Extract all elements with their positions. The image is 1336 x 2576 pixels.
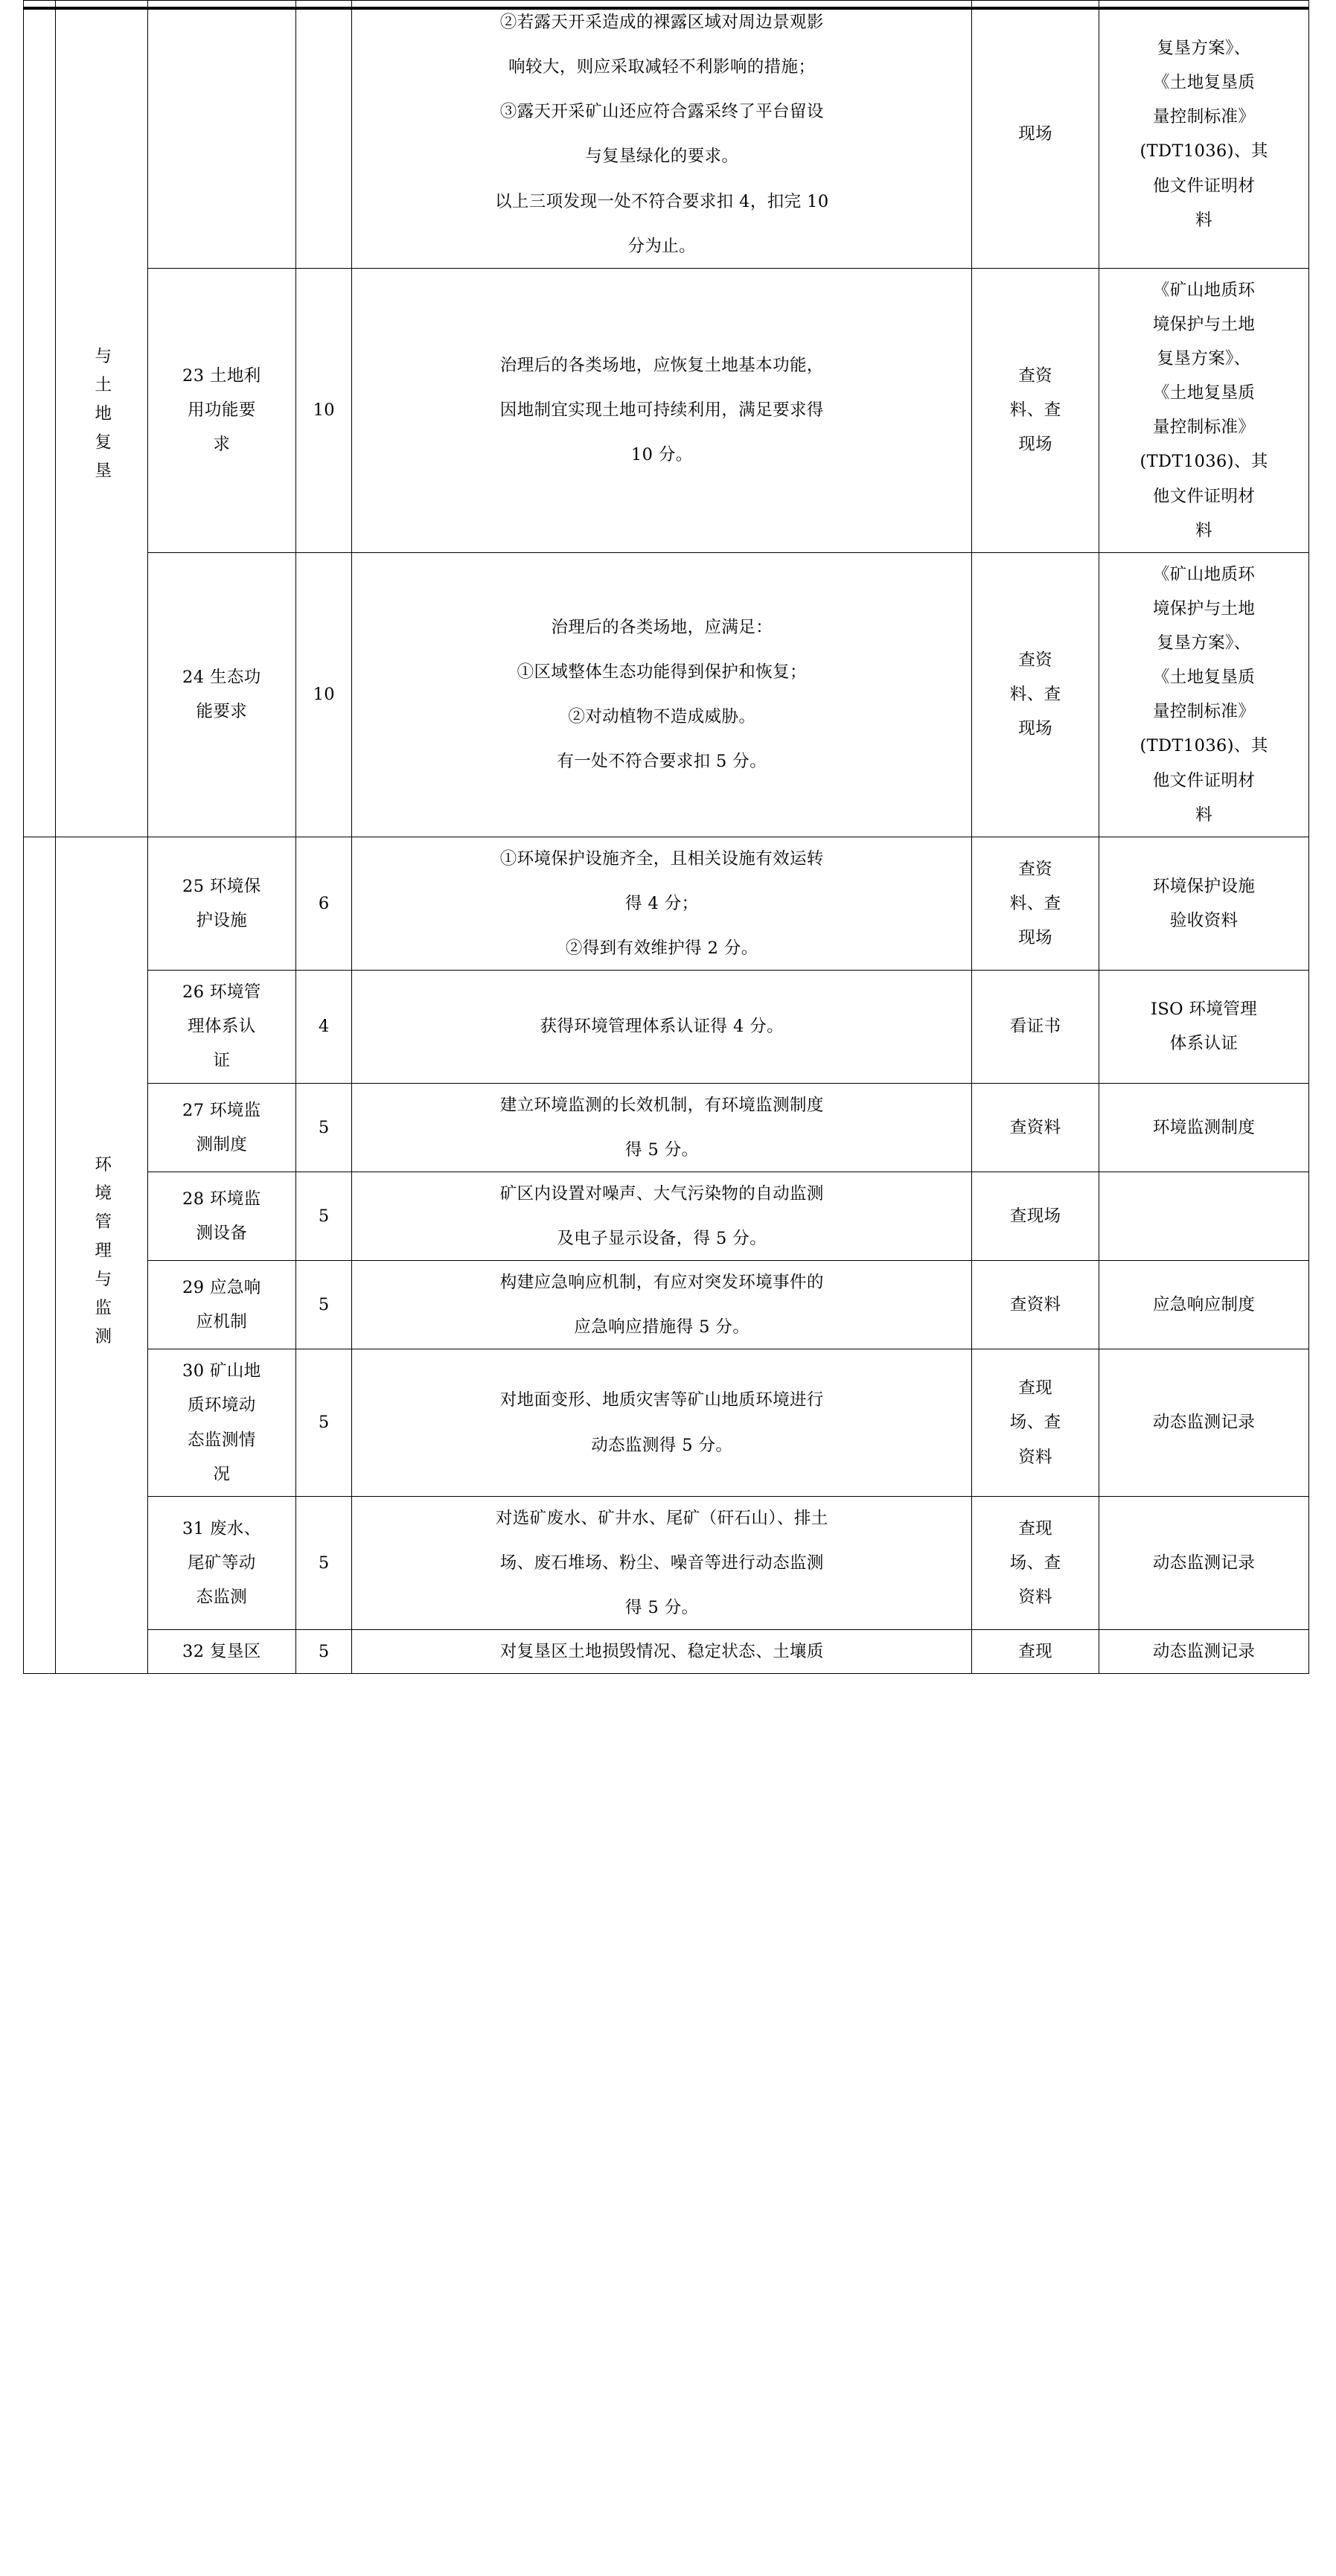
evidence-cell-28 bbox=[1099, 1172, 1309, 1260]
method-cell bbox=[972, 1, 1099, 269]
method-line: 查资 bbox=[1018, 366, 1053, 386]
category-cell-env bbox=[24, 837, 56, 1674]
evidence-line: 境保护与土地 bbox=[1152, 314, 1256, 334]
evidence-line: 环境保护设施 bbox=[1152, 876, 1256, 896]
evidence-cell bbox=[1099, 1, 1309, 269]
standard-cell-26 bbox=[352, 971, 972, 1083]
evidence-line: 他文件证明材 bbox=[1152, 486, 1256, 506]
standard-cell-27 bbox=[352, 1083, 972, 1172]
method-line: 料、查 bbox=[1009, 685, 1061, 705]
score-cell-32: 5 bbox=[296, 1630, 352, 1674]
item-cell-31 bbox=[147, 1496, 296, 1629]
item-line: 尾矿等动 bbox=[188, 1553, 256, 1573]
score-cell-27: 5 bbox=[296, 1083, 352, 1172]
item-line: 理体系认 bbox=[188, 1017, 256, 1037]
item-line: 31 废水、 bbox=[182, 1518, 261, 1538]
evidence-line: 动态监测记录 bbox=[1152, 1553, 1256, 1573]
method-cell-23 bbox=[972, 268, 1099, 552]
standard-cell-29 bbox=[352, 1261, 972, 1349]
standard-line: ①环境保护设施齐全，且相关设施有效运转 bbox=[499, 848, 824, 869]
evidence-line: 《土地复垦质 bbox=[1152, 383, 1256, 403]
evidence-cell-31 bbox=[1099, 1496, 1309, 1629]
score-cell-30: 5 bbox=[296, 1349, 352, 1497]
method-line: 查资料 bbox=[1009, 1295, 1061, 1315]
standard-cell bbox=[352, 1, 972, 269]
evidence-line: 应急响应制度 bbox=[1152, 1295, 1256, 1315]
table-row bbox=[24, 1349, 1309, 1497]
evidence-line: 《土地复垦质 bbox=[1152, 73, 1256, 93]
standard-line: 矿区内设置对噪声、大气污染物的自动监测 bbox=[499, 1183, 824, 1204]
method-line: 现场 bbox=[1018, 928, 1053, 947]
standard-line: 治理后的各类场地，应恢复土地基本功能， bbox=[499, 356, 824, 376]
item-line: 32 复垦区 bbox=[182, 1642, 261, 1662]
score-cell-29: 5 bbox=[296, 1261, 352, 1349]
evidence-line: 复垦方案》、 bbox=[1157, 349, 1251, 368]
item-line: 能要求 bbox=[196, 702, 248, 722]
item-cell-24 bbox=[147, 552, 296, 837]
standard-line: 对地面变形、地质灾害等矿山地质环境进行 bbox=[499, 1390, 824, 1410]
evidence-line: 验收资料 bbox=[1169, 910, 1238, 930]
item-line: 24 生态功 bbox=[182, 668, 261, 688]
standard-cell-25 bbox=[352, 837, 972, 970]
item-line: 27 环境监 bbox=[182, 1100, 261, 1120]
method-line: 查现 bbox=[1018, 1518, 1053, 1538]
item-line: 26 环境管 bbox=[182, 982, 261, 1003]
method-line: 查现 bbox=[1018, 1378, 1053, 1399]
table-row bbox=[24, 837, 1309, 970]
item-line: 证 bbox=[213, 1051, 231, 1071]
item-line: 质环境动 bbox=[188, 1396, 256, 1416]
method-cell-26 bbox=[972, 971, 1099, 1083]
standard-line: ①区域整体生态功能得到保护和恢复； bbox=[517, 662, 807, 683]
standard-cell-31 bbox=[352, 1496, 972, 1629]
item-line: 30 矿山地 bbox=[182, 1361, 261, 1381]
evidence-line: 料 bbox=[1195, 805, 1213, 825]
standard-line: 因地制宜实现土地可持续利用，满足要求得 bbox=[499, 400, 824, 421]
method-cell-31 bbox=[972, 1496, 1099, 1629]
evidence-line: 他文件证明材 bbox=[1152, 176, 1256, 196]
group-label-env-management-text: 环境管理与监测 bbox=[92, 1154, 112, 1356]
table-row bbox=[24, 1083, 1309, 1172]
item-cell-30 bbox=[147, 1349, 296, 1497]
method-line: 料、查 bbox=[1009, 893, 1061, 913]
evidence-cell-25 bbox=[1099, 837, 1309, 970]
method-line: 资料 bbox=[1018, 1588, 1053, 1607]
standard-line: 分为止。 bbox=[627, 236, 697, 256]
item-line: 态监测 bbox=[196, 1588, 248, 1607]
item-cell-23 bbox=[147, 268, 296, 552]
group-label-env-management bbox=[56, 837, 147, 1674]
standard-line: ③露天开采矿山还应符合露采终了平台留设 bbox=[499, 102, 824, 122]
standard-line: 得 5 分。 bbox=[625, 1140, 699, 1160]
evidence-line: 他文件证明材 bbox=[1152, 770, 1256, 790]
score-cell-31: 5 bbox=[296, 1496, 352, 1629]
item-cell-29 bbox=[147, 1261, 296, 1349]
item-cell-25 bbox=[147, 837, 296, 970]
item-line: 用功能要 bbox=[188, 400, 256, 421]
item-cell-26 bbox=[147, 971, 296, 1083]
method-cell-29 bbox=[972, 1261, 1099, 1349]
item-line: 28 环境监 bbox=[182, 1189, 261, 1209]
method-line: 查现场 bbox=[1009, 1206, 1061, 1226]
evidence-line: (TDT1036)、其 bbox=[1140, 452, 1268, 472]
evidence-cell-29 bbox=[1099, 1261, 1309, 1349]
group-label-land-reclamation-text: 与土地复垦 bbox=[92, 347, 112, 490]
evidence-line: 《矿山地质环 bbox=[1152, 280, 1256, 300]
standard-line: 构建应急响应机制，有应对突发环境事件的 bbox=[499, 1273, 824, 1292]
standard-line: ②对动植物不造成威胁。 bbox=[568, 707, 756, 727]
standard-line: 以上三项发现一处不符合要求扣 4，扣完 10 bbox=[494, 191, 829, 211]
item-cell-27 bbox=[147, 1083, 296, 1172]
table-row bbox=[24, 971, 1309, 1083]
evidence-cell-23 bbox=[1099, 268, 1309, 552]
table-row bbox=[24, 1, 1309, 269]
method-line: 资料 bbox=[1018, 1447, 1053, 1467]
method-cell-25 bbox=[972, 837, 1099, 970]
scoring-table bbox=[23, 0, 1309, 1674]
standard-line: 与复垦绿化的要求。 bbox=[585, 147, 739, 167]
evidence-cell-26 bbox=[1099, 971, 1309, 1083]
evidence-line: 体系认证 bbox=[1169, 1034, 1238, 1054]
evidence-line: 环境监测制度 bbox=[1152, 1117, 1256, 1137]
standard-line: 建立环境监测的长效机制，有环境监测制度 bbox=[499, 1095, 824, 1115]
method-cell-30 bbox=[972, 1349, 1099, 1497]
method-line: 现场 bbox=[1018, 719, 1053, 739]
standard-line: 10 分。 bbox=[630, 445, 693, 465]
item-line: 25 环境保 bbox=[182, 876, 261, 896]
method-line: 查现 bbox=[1018, 1642, 1053, 1662]
evidence-line: ISO 环境管理 bbox=[1151, 1000, 1258, 1020]
method-line: 场、查 bbox=[1009, 1413, 1061, 1433]
standard-line: 对选矿废水、矿井水、尾矿（矸石山）、排土 bbox=[495, 1508, 828, 1528]
item-line: 况 bbox=[213, 1464, 231, 1484]
evidence-line: 动态监测记录 bbox=[1152, 1642, 1256, 1662]
standard-line: 得 5 分。 bbox=[625, 1598, 699, 1617]
standard-cell-23 bbox=[352, 268, 972, 552]
score-cell-24: 10 bbox=[296, 552, 352, 837]
method-line: 料、查 bbox=[1009, 400, 1061, 421]
standard-line: 动态监测得 5 分。 bbox=[591, 1435, 733, 1455]
item-line: 护设施 bbox=[196, 910, 248, 930]
table-row bbox=[24, 1496, 1309, 1629]
method-cell-28 bbox=[972, 1172, 1099, 1260]
score-cell bbox=[296, 1, 352, 269]
standard-cell-24 bbox=[352, 552, 972, 837]
standard-cell-28 bbox=[352, 1172, 972, 1260]
method-cell-24 bbox=[972, 552, 1099, 837]
score-cell-25: 6 bbox=[296, 837, 352, 970]
item-line: 求 bbox=[213, 435, 231, 455]
item-cell bbox=[147, 1, 296, 269]
method-line: 查资料 bbox=[1009, 1117, 1061, 1137]
evidence-line: (TDT1036)、其 bbox=[1140, 736, 1268, 756]
evidence-line: 量控制标准》 bbox=[1152, 107, 1256, 127]
standard-line: 得 4 分； bbox=[625, 893, 699, 913]
table-row bbox=[24, 1630, 1309, 1674]
item-line: 测制度 bbox=[196, 1134, 248, 1154]
table-row bbox=[24, 552, 1309, 837]
score-cell-28: 5 bbox=[296, 1172, 352, 1260]
category-cell-land bbox=[24, 1, 56, 837]
evidence-line: 料 bbox=[1195, 210, 1213, 230]
standard-line: 响较大，则应采取减轻不利影响的措施； bbox=[508, 57, 816, 77]
evidence-line: 动态监测记录 bbox=[1152, 1413, 1256, 1433]
table-row bbox=[24, 268, 1309, 552]
table-row bbox=[24, 1261, 1309, 1349]
method-cell-27 bbox=[972, 1083, 1099, 1172]
evidence-cell-27 bbox=[1099, 1083, 1309, 1172]
item-line: 应机制 bbox=[196, 1312, 248, 1332]
evidence-line: 《土地复垦质 bbox=[1152, 668, 1256, 688]
item-line: 测设备 bbox=[196, 1223, 248, 1243]
evidence-line: 境保护与土地 bbox=[1152, 598, 1256, 619]
method-line: 看证书 bbox=[1009, 1017, 1061, 1037]
evidence-line: (TDT1036)、其 bbox=[1140, 141, 1268, 162]
item-line: 29 应急响 bbox=[182, 1278, 261, 1297]
standard-cell-32 bbox=[352, 1630, 972, 1674]
method-line: 查资 bbox=[1018, 859, 1053, 879]
evidence-cell-24 bbox=[1099, 552, 1309, 837]
standard-line: 治理后的各类场地，应满足： bbox=[551, 618, 773, 637]
method-line: 现场 bbox=[1018, 124, 1053, 144]
standard-line: 及电子显示设备，得 5 分。 bbox=[557, 1228, 767, 1248]
table-row bbox=[24, 1172, 1309, 1260]
evidence-cell-32 bbox=[1099, 1630, 1309, 1674]
method-line: 现场 bbox=[1018, 435, 1053, 455]
item-cell-32 bbox=[147, 1630, 296, 1674]
standard-line: 对复垦区土地损毁情况、稳定状态、土壤质 bbox=[499, 1642, 824, 1662]
evidence-line: 《矿山地质环 bbox=[1152, 564, 1256, 584]
standard-line: 场、废石堆场、粉尘、噪音等进行动态监测 bbox=[499, 1553, 824, 1573]
method-line: 查资 bbox=[1018, 651, 1053, 671]
standard-line: ②若露天开采造成的裸露区域对周边景观影 bbox=[499, 13, 824, 32]
standard-line: 获得环境管理体系认证得 4 分。 bbox=[540, 1017, 784, 1037]
score-cell-23: 10 bbox=[296, 268, 352, 552]
evidence-cell-30 bbox=[1099, 1349, 1309, 1497]
evidence-line: 料 bbox=[1195, 520, 1213, 540]
item-line: 态监测情 bbox=[188, 1430, 256, 1450]
standard-cell-30 bbox=[352, 1349, 972, 1497]
method-cell-32 bbox=[972, 1630, 1099, 1674]
evidence-line: 量控制标准》 bbox=[1152, 418, 1256, 438]
standard-line: ②得到有效维护得 2 分。 bbox=[565, 939, 758, 958]
item-cell-28 bbox=[147, 1172, 296, 1260]
standard-line: 有一处不符合要求扣 5 分。 bbox=[557, 752, 767, 772]
page-top-rule bbox=[23, 7, 1309, 10]
standard-line: 应急响应措施得 5 分。 bbox=[574, 1317, 750, 1337]
evidence-line: 量控制标准》 bbox=[1152, 702, 1256, 722]
evidence-line: 复垦方案》、 bbox=[1157, 39, 1251, 58]
score-cell-26: 4 bbox=[296, 971, 352, 1083]
group-label-land-reclamation bbox=[56, 1, 147, 837]
method-line: 场、查 bbox=[1009, 1553, 1061, 1573]
item-line: 23 土地利 bbox=[182, 366, 261, 386]
evidence-line: 复垦方案》、 bbox=[1157, 633, 1251, 653]
